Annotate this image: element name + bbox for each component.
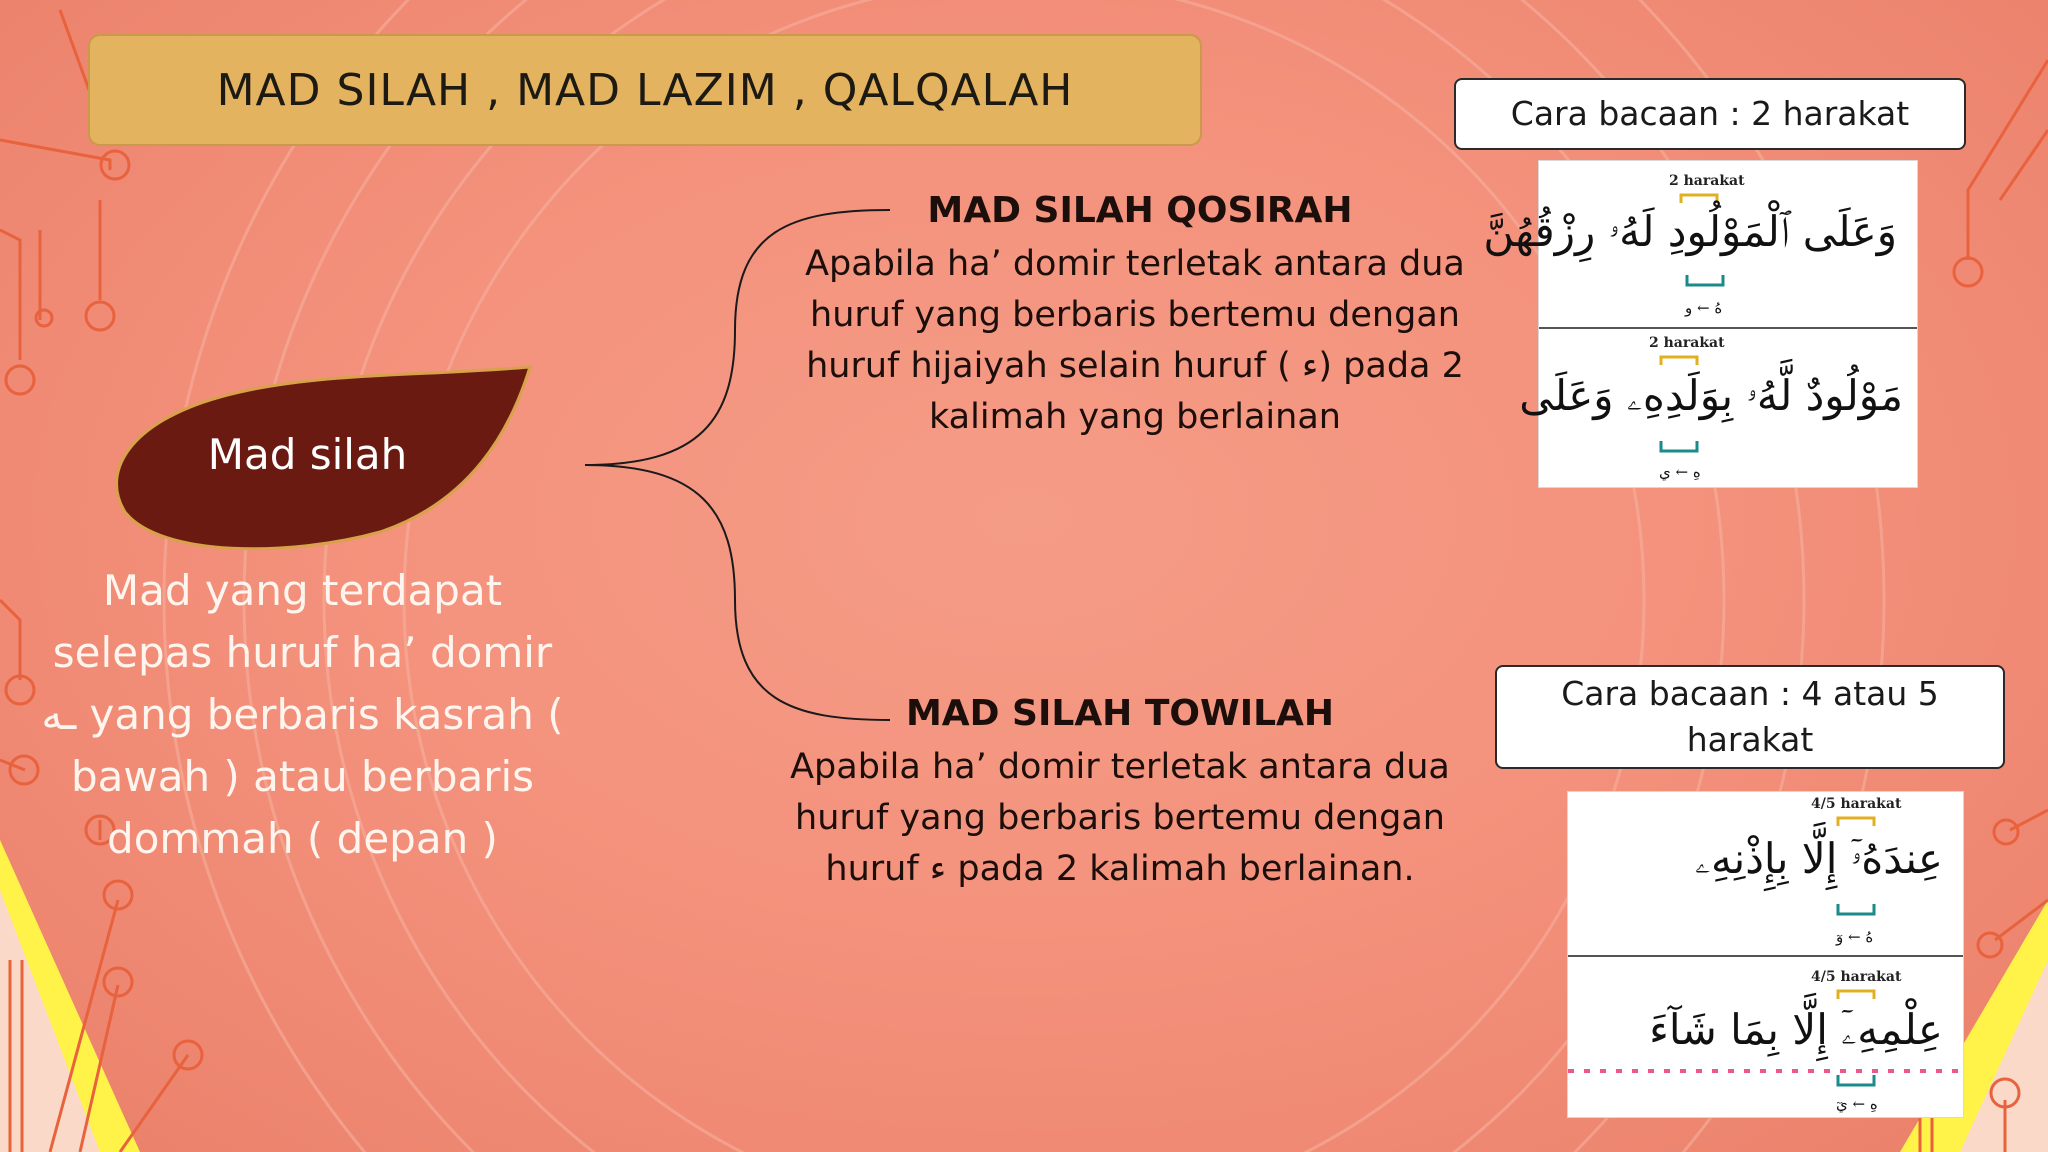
qosirah-line: kalimah yang berlainan bbox=[929, 397, 1341, 437]
qosirah-line: Apabila ha’ domir terletak antara dua bbox=[805, 244, 1465, 284]
topic-label: Mad silah bbox=[207, 430, 408, 479]
qosirah-example-2 bbox=[1519, 329, 1917, 487]
towilah-line: Apabila ha’ domir terletak antara dua bbox=[790, 747, 1450, 787]
towilah-example-1 bbox=[1568, 792, 1963, 957]
note-arabic: هُ ← وٓ bbox=[1836, 928, 1874, 946]
towilah-line: huruf yang berbaris bertemu dengan bbox=[795, 798, 1445, 838]
towilah-heading: MAD SILAH TOWILAH bbox=[905, 693, 1335, 734]
bracket-bottom-icon bbox=[1659, 439, 1699, 453]
arabic-verse: عِندَهُۥٓ إِلَّا بِإِذْنِهِۦ bbox=[1695, 834, 1943, 883]
towilah-example-image bbox=[1567, 791, 1964, 1118]
bracket-top-icon bbox=[1659, 355, 1699, 367]
harakat-label: 4/5 harakat bbox=[1811, 796, 1902, 812]
bracket-bottom-icon bbox=[1836, 902, 1876, 916]
arabic-verse: وَعَلَى ٱلْمَوْلُودِ لَهُۥ رِزْقُهُنَّ bbox=[1483, 207, 1897, 256]
note-arabic: هُ ← و bbox=[1685, 299, 1723, 317]
bracket-top-icon bbox=[1836, 989, 1876, 1001]
bracket-lower bbox=[585, 465, 890, 720]
towilah-cara-bacaan bbox=[1495, 665, 2005, 769]
dotted-divider bbox=[1568, 1067, 1963, 1075]
towilah-line: huruf ء pada 2 kalimah berlainan. bbox=[825, 849, 1415, 889]
harakat-label: 2 harakat bbox=[1669, 173, 1745, 189]
towilah-cara-line: harakat bbox=[1686, 720, 1814, 759]
arabic-verse: عِلْمِهِۦٓ إِلَّا بِمَا شَآءَ bbox=[1649, 1005, 1943, 1054]
qosirah-line: huruf hijaiyah selain huruf ( ء) pada 2 bbox=[806, 346, 1464, 386]
bracket-top-icon bbox=[1836, 816, 1876, 828]
bracket-top-icon bbox=[1679, 193, 1719, 205]
note-arabic: هِ ← ي bbox=[1659, 463, 1701, 481]
qosirah-heading: MAD SILAH QOSIRAH bbox=[927, 190, 1353, 231]
qosirah-description bbox=[780, 239, 1490, 443]
qosirah-cara-bacaan: Cara bacaan : 2 harakat bbox=[1454, 78, 1966, 150]
bracket-bottom-icon bbox=[1685, 273, 1725, 287]
harakat-label: 2 harakat bbox=[1649, 335, 1725, 351]
note-arabic: هِ ← يٓ bbox=[1836, 1095, 1878, 1113]
arabic-verse: مَوْلُودٌ لَّهُۥ بِوَلَدِهِۦ وَعَلَى bbox=[1519, 371, 1903, 420]
page-title: MAD SILAH , MAD LAZIM , QALQALAH bbox=[88, 34, 1202, 146]
qosirah-example-image bbox=[1483, 160, 1918, 488]
harakat-label: 4/5 harakat bbox=[1811, 969, 1902, 985]
towilah-description bbox=[760, 742, 1480, 895]
towilah-cara-line: Cara bacaan : 4 atau 5 bbox=[1561, 674, 1939, 713]
topic-definition: Mad yang terdapat selepas huruf ha’ domir ـه yang berbaris kasrah ( bawah ) atau berbaris dommah ( depan ) bbox=[41, 566, 564, 863]
bracket-bottom-icon bbox=[1836, 1073, 1876, 1087]
qosirah-line: huruf yang berbaris bertemu dengan bbox=[810, 295, 1460, 335]
towilah-example-2 bbox=[1568, 957, 1963, 1117]
qosirah-example-1 bbox=[1483, 161, 1917, 329]
